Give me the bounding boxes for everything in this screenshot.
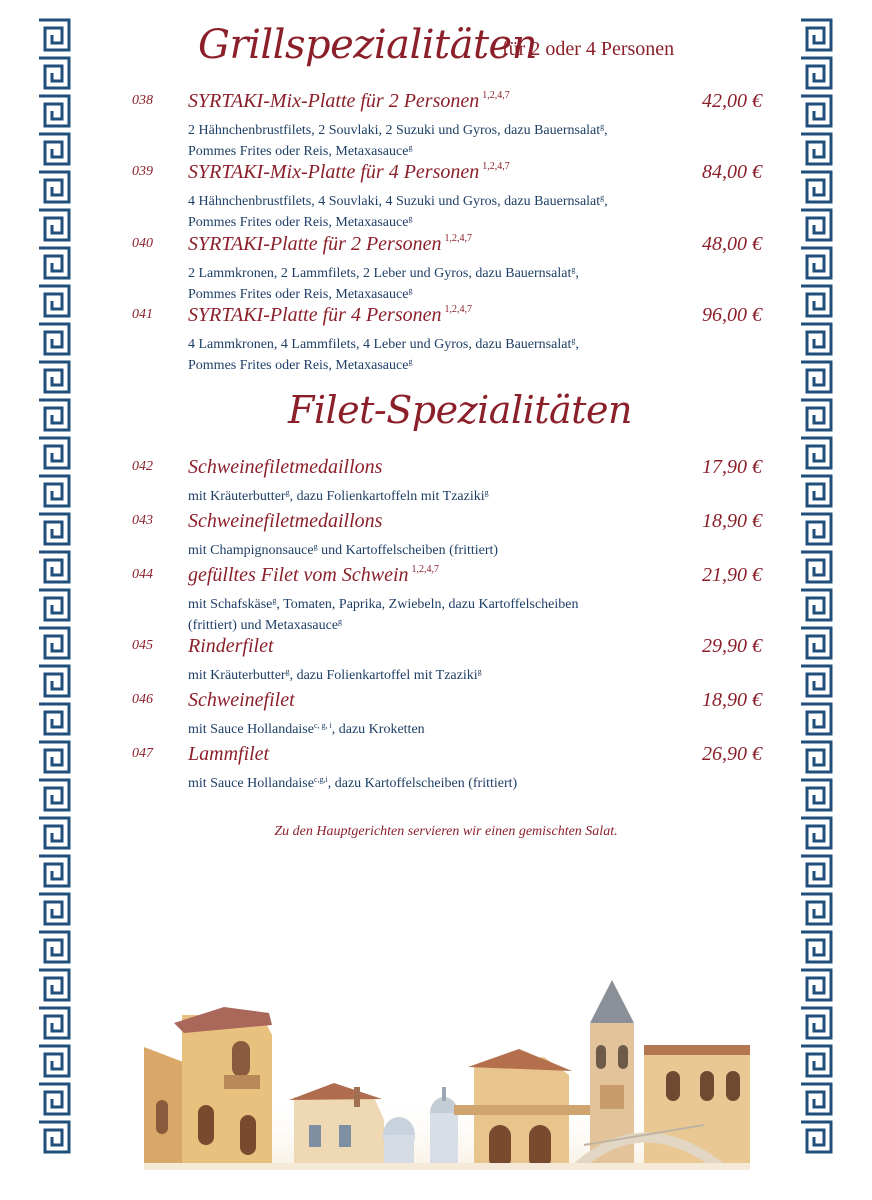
item-price: 18,90 € xyxy=(702,689,762,711)
item-number: 038 xyxy=(132,93,153,108)
item-title: Schweinefiletmedaillons xyxy=(188,456,383,478)
item-description: mit Champignonsauce$^g$ und Kartoffelscheiben (frittiert) xyxy=(188,542,499,558)
item-number: 040 xyxy=(132,236,153,251)
section-title-filet: Filet-Spezialitäten xyxy=(288,388,632,432)
item-description: 2 Lammkronen, 2 Lammfilets, 2 Leber und Gyros, dazu Bauernsalat$^g$, Pommes Frites oder Reis, Metaxasauce$^g$ xyxy=(188,265,579,302)
item-title: SYRTAKI-Mix-Platte für 2 Personen $^{1,2,4,7}$ xyxy=(188,90,510,112)
menu-item xyxy=(132,689,762,737)
item-description: mit Kräuterbutter$^g$, dazu Folienkartoffeln mit Tzaziki$^g$ xyxy=(188,488,489,504)
item-number: 041 xyxy=(132,307,153,322)
item-number: 044 xyxy=(132,567,153,582)
section-subtitle-grill: für 2 oder 4 Personen xyxy=(502,38,675,60)
item-number: 042 xyxy=(132,459,153,474)
watercolor-town-illustration xyxy=(144,975,750,1170)
item-price: 29,90 € xyxy=(702,635,762,657)
item-title: Schweinefilet xyxy=(188,689,295,711)
menu-page xyxy=(10,0,862,1190)
menu-item xyxy=(132,564,762,633)
section-title-grill: Grillspezialitäten xyxy=(198,22,537,68)
item-price: 84,00 € xyxy=(702,161,762,183)
greek-key-border-left xyxy=(36,18,72,1158)
item-price: 17,90 € xyxy=(702,456,762,478)
item-price: 48,00 € xyxy=(702,233,762,255)
item-number: 043 xyxy=(132,513,153,528)
menu-item xyxy=(132,233,762,302)
item-number: 046 xyxy=(132,692,153,707)
item-description: 4 Lammkronen, 4 Lammfilets, 4 Leber und Gyros, dazu Bauernsalat$^g$, Pommes Frites oder Reis, Metaxasauce$^g$ xyxy=(188,336,579,373)
item-price: 18,90 € xyxy=(702,510,762,532)
item-number: 047 xyxy=(132,746,153,761)
menu-item xyxy=(132,635,762,683)
menu-item xyxy=(132,90,762,159)
item-description: 4 Hähnchenbrustfilets, 4 Souvlaki, 4 Suzuki und Gyros, dazu Bauernsalat$^g$, Pommes Frites oder Reis, Metaxasauce$^g$ xyxy=(188,193,608,230)
item-title: Rinderfilet xyxy=(188,635,274,657)
item-price: 96,00 € xyxy=(702,304,762,326)
item-number: 039 xyxy=(132,164,153,179)
menu-item xyxy=(132,743,762,791)
item-description: mit Sauce Hollandaise$^{c, g, i}$, dazu Kroketten xyxy=(188,721,425,737)
item-title: Lammfilet xyxy=(188,743,270,765)
menu-item xyxy=(132,456,762,504)
item-description: mit Sauce Hollandaise$^{c,g,i}$, dazu Kartoffelscheiben (frittiert) xyxy=(188,775,518,791)
item-description: mit Kräuterbutter$^g$, dazu Folienkartoffel mit Tzaziki$^g$ xyxy=(188,667,482,683)
item-title: SYRTAKI-Platte für 4 Personen $^{1,2,4,7}$ xyxy=(188,304,472,326)
item-number: 045 xyxy=(132,638,153,653)
menu-item xyxy=(132,304,762,373)
item-description: 2 Hähnchenbrustfilets, 2 Souvlaki, 2 Suzuki und Gyros, dazu Bauernsalat$^g$, Pommes Frites oder Reis, Metaxasauce$^g$ xyxy=(188,122,608,159)
item-title: Schweinefiletmedaillons xyxy=(188,510,383,532)
footer-note: Zu den Hauptgerichten servieren wir einen gemischten Salat. xyxy=(274,824,618,839)
item-description: mit Schafskäse$^g$, Tomaten, Paprika, Zwiebeln, dazu Kartoffelscheiben (frittiert) und Metaxasauce$^g$ xyxy=(188,596,579,633)
item-title: SYRTAKI-Platte für 2 Personen $^{1,2,4,7}$ xyxy=(188,233,472,255)
greek-key-border-right xyxy=(798,18,834,1158)
menu-item xyxy=(132,161,762,230)
menu-item xyxy=(132,510,762,558)
item-price: 42,00 € xyxy=(702,90,762,112)
item-price: 26,90 € xyxy=(702,743,762,765)
item-title: gefülltes Filet vom Schwein $^{1,2,4,7}$ xyxy=(188,564,439,586)
item-price: 21,90 € xyxy=(702,564,762,586)
item-title: SYRTAKI-Mix-Platte für 4 Personen $^{1,2,4,7}$ xyxy=(188,161,510,183)
